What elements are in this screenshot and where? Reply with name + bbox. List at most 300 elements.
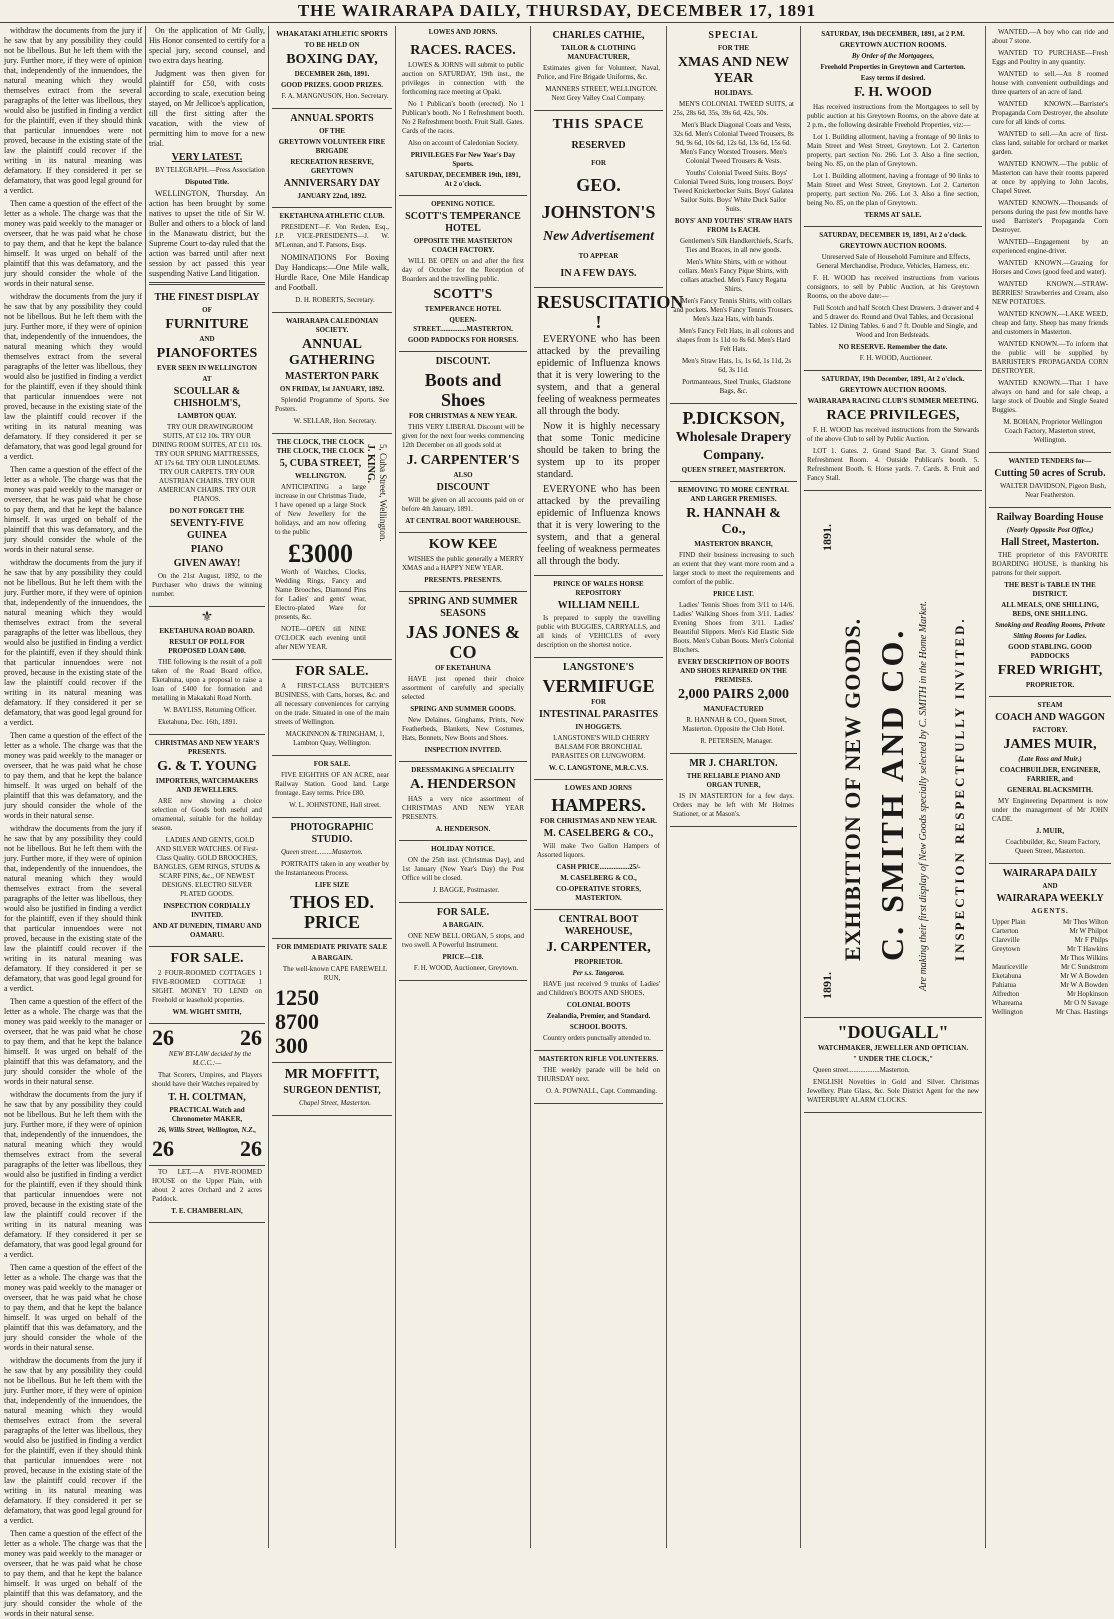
- ad-text: Lot 1. Building allotment, having a frontage of 90 links to Main Street and West Street, Greytown. Lot 2. Carterton property, part section No. 266. Lot 3. Also a fine section, being No. 85, on the plan of Greytown.: [807, 133, 979, 168]
- ad-text: IN A FEW DAYS.: [560, 267, 637, 279]
- ad-text: LADIES AND GENTS, GOLD AND SILVER WATCHES. Of First-Class Quality. GOLD BROOCHES, BANGLES, GEM RINGS, STUDS & SCARF PINS, &c., OF NEWEST DESIGNS. ELECTRO SILVER PLATED GOODS.: [153, 836, 261, 898]
- ad-text: EVER SEEN IN WELLINGTON: [157, 364, 257, 372]
- ad-heading: MR J. CHARLTON.: [689, 758, 778, 769]
- ad-text: MANNERS STREET, WELLINGTON. Next Grey Valley Coal Company.: [545, 85, 658, 102]
- whakataki-sports-ad: [272, 26, 392, 109]
- wanted-notice: WANTED KNOWN.—Barrister's Propaganda Corn Destroyer, the absolute cure for all kinds of corns.: [992, 100, 1108, 126]
- ad-heading: SEVENTY-FIVE GUINEA: [170, 518, 244, 541]
- ad-heading: FOR SALE.: [436, 907, 490, 918]
- dickson-ad: [670, 404, 797, 482]
- central-boot-ad: [534, 910, 663, 1051]
- column-2: [149, 26, 265, 1548]
- ad-heading: CENTRAL BOOT WAREHOUSE,: [558, 914, 639, 937]
- ad-heading: SPRING AND SUMMER SEASONS: [408, 596, 518, 619]
- ad-heading: Company.: [702, 448, 765, 463]
- column-rule: [666, 26, 667, 1548]
- ad-heading: XMAS AND NEW YEAR: [677, 55, 790, 86]
- ad-heading: THIS SPACE: [552, 116, 645, 132]
- ad-text: THE BEST is TABLE IN THE DISTRICT.: [1004, 581, 1096, 598]
- agent-place: Wellington: [992, 1008, 1023, 1016]
- agent-row: [992, 981, 1108, 990]
- ad-vertical-text: 1891.: [820, 524, 834, 551]
- ad-text: FOR CHRISTMAS & NEW YEAR.: [409, 412, 517, 420]
- ad-heading: P.DICKSON,: [682, 408, 785, 428]
- ad-text: A BARGAIN.: [311, 954, 353, 962]
- ad-heading: Hall Street, Masterton.: [1000, 537, 1100, 548]
- ad-text: Sitting Rooms for Ladies.: [1013, 632, 1087, 640]
- ad-text: TAILOR & CLOTHING MANUFACTURER,: [561, 44, 636, 61]
- ad-text: Zealandia, Premier, and Standard.: [546, 1012, 651, 1020]
- ad-heading: A. HENDERSON: [410, 777, 516, 792]
- ad-text: AT CENTRAL BOOT WAREHOUSE.: [405, 517, 521, 525]
- ad-text: FOR CHRISTMAS AND NEW YEAR.: [540, 817, 657, 825]
- agent-row: [992, 954, 1108, 963]
- ad-heading: 2,000 PAIRS 2,000: [678, 687, 789, 702]
- caledonian-ad: [272, 313, 392, 434]
- ad-number: 300: [275, 1033, 308, 1058]
- agent-place: Eketahuna: [992, 972, 1022, 980]
- ad-heading: HOLIDAY NOTICE.: [431, 845, 495, 853]
- ad-text: RESERVED: [571, 139, 626, 151]
- ad-text: MASTERTON BRANCH,: [694, 540, 773, 548]
- ad-heading: WHAKATAKI ATHLETIC SPORTS: [276, 30, 388, 38]
- ad-heading: GENERAL BLACKSMITH.: [1007, 786, 1093, 794]
- ad-text: INSPECTION INVITED.: [424, 746, 502, 754]
- ad-text: OF THE: [319, 127, 345, 135]
- ad-vertical-heading: C. SMITH AND CO.: [874, 627, 910, 961]
- ad-text: F. H. WOOD has received instructions from various consignors, to sell by Public Auction, at his Greytown Rooms, on the above date:—: [807, 274, 979, 300]
- ad-number: 8700: [275, 1009, 319, 1034]
- ad-heading: Railway Boarding House: [996, 512, 1104, 523]
- ad-heading: ANNIVERSARY DAY: [283, 178, 381, 189]
- ad-heading: GREYTOWN AUCTION ROOMS.: [839, 41, 947, 49]
- races-ad: [399, 39, 527, 196]
- article-heading: Disputed Title.: [184, 178, 230, 186]
- ad-text: Will make Two Gallon Hampers of Assorted liquors.: [537, 842, 660, 859]
- ad-heading: PHOTOGRAPHIC STUDIO.: [290, 822, 374, 845]
- ad-text: WELLINGTON.: [294, 472, 347, 480]
- ad-text: On the 21st August, 1892, to the Purchaser who draws the winning number.: [152, 572, 262, 598]
- ad-text: That Scorers, Umpires, and Players should have their Watches repaired by: [152, 1071, 262, 1088]
- ad-text: WATCHMAKER, JEWELLER AND OPTICIAN.: [817, 1044, 969, 1052]
- dentist-ad: [272, 1063, 392, 1116]
- agent-place: Alfredton: [992, 990, 1020, 998]
- ad-text: QUEEN STREET, MASTERTON.: [681, 466, 786, 474]
- ad-text: New Delaines, Ginghams, Prints, New Featherbeds, Blankets, New Costumes, Hats, Bonnets, New Boots and Shoes.: [402, 716, 524, 742]
- ad-heading: WILLIAM NEILL: [557, 600, 640, 611]
- article-paragraph: withdraw the documents from the jury if he saw that by any possibility they could not be libellous. But he left them with the jury. Further more, if they were of opinion that, independently of the innuendoes, the natural meaning which they would themselves extract from the several paragraphs of the letter was libellous, they would also be justified in finding a verdict for the plaintiff, even if they should think that particular innuendoes were not proved, because in the existing state of the law the plaintiff could recover if the writing in its natural meaning was defamatory. If they considered it per se defamatory, that was good legal ground for a verdict.: [4, 1356, 142, 1525]
- agents-list: [989, 864, 1111, 1021]
- ad-heading: LOWES AND JORNS.: [428, 28, 498, 36]
- ad-signature: W. SELLAR, Hon. Secretary.: [293, 417, 377, 425]
- ad-text: AND AT DUNEDIN, TIMARU AND OAMARU.: [152, 922, 262, 939]
- ad-text: ARE now showing a choice selection of Goods both useful and ornamental, suitable for the holiday season.: [152, 797, 262, 832]
- ad-heading: ANNUAL GATHERING: [288, 337, 376, 368]
- notice-subheading: RESULT OF POLL FOR PROPOSED LOAN £400.: [168, 638, 246, 655]
- ad-text: AND: [199, 335, 215, 343]
- ad-text: Coachbuilder, &c, Steam Factory, Queen Street, Masterton.: [1005, 838, 1101, 855]
- ad-heading: SCOULLAR & CHISHOLM'S,: [173, 386, 241, 409]
- ad-text: By Order of the Mortgagees,: [851, 52, 935, 60]
- henderson-ad: [399, 762, 527, 841]
- ad-heading: T. H. COLTMAN,: [168, 1092, 246, 1103]
- agent-name: Mr F Philps: [1074, 936, 1108, 944]
- ad-heading: 5, CUBA STREET,: [279, 458, 362, 469]
- holiday-notice: [399, 841, 527, 903]
- column-rule: [985, 26, 986, 1548]
- wanted-notice: WANTED KNOWN.—LAKE WEED, cheap and fatty. Sheep has many friends and customers in Masterton.: [992, 310, 1108, 336]
- ad-text: LIFE SIZE: [314, 881, 350, 889]
- ad-vertical-text: J. KING.: [365, 444, 376, 484]
- race-privileges-ad: [804, 371, 982, 491]
- ad-text: 2 FOUR-ROOMED COTTAGES 1 FIVE-ROOMED COTTAGE 1 SIGHT. MONEY TO LEND on Freehold or leasehold properties.: [152, 969, 262, 1004]
- ad-signature: R. PETERSEN, Manager.: [700, 737, 773, 745]
- ad-text: Worth of Watches, Clocks, Wedding Rings, Fancy and Name Brooches, Diamond Pins for Ladies' and gents' wear, Electro-plated Ware for presents, &c.: [275, 568, 366, 621]
- article-paragraph: withdraw the documents from the jury if he saw that by any possibility they could not be libellous. But he left them with the jury. Further more, if they were of opinion that, independently of the innuendoes, the natural meaning which they would themselves extract from the several paragraphs of the letter was libellous, they would also be justified in finding a verdict for the plaintiff, even if they should think that particular innuendoes were not proved, because in the existing state of the law the plaintiff could recover if the writing in its natural meaning was defamatory. If they considered it per se defamatory, that was good legal ground for a verdict.: [4, 1090, 142, 1259]
- ad-text: SATURDAY, 19th December, 1891, At 2 o'clock.: [821, 375, 965, 383]
- ad-vertical-text: 1891.: [820, 972, 834, 999]
- ad-heading: G. & T. YOUNG: [157, 759, 257, 774]
- ad-signature: J. MUIR,: [1035, 827, 1065, 835]
- ad-signature: D. H. ROBERTS, Secretary.: [295, 296, 375, 304]
- ad-text: ON the 25th inst. (Christmas Day), and 1st January (New Year's Day) the Post Office will be closed.: [402, 856, 524, 882]
- ad-text: ALL MEALS, ONE SHILLING, BEDS, ONE SHILLING.: [1001, 601, 1099, 618]
- ad-amount: £3000: [288, 539, 353, 568]
- wanted-notice: WANTED KNOWN.—The public of Masterton can have their rooms papered at once by applying to John Jacobs, Chapel Street.: [992, 160, 1108, 195]
- ad-heading: KOW KEE: [428, 537, 498, 552]
- ad-heading: FOR SALE.: [170, 951, 244, 966]
- cathie-tailor-ad: [534, 26, 663, 111]
- fire-brigade-sports-ad: [272, 109, 392, 208]
- ad-text: OPPOSITE THE MASTERTON COACH FACTORY.: [413, 237, 513, 254]
- ad-text: NOMINATIONS For Boxing Day Handicaps:—One Mile walk, Hurdle Race, One Mile Handicap and Football.: [275, 253, 389, 292]
- for-sale-notice: [149, 947, 265, 1024]
- ad-heading: MR MOFFITT,: [284, 1067, 380, 1082]
- ad-signature: M. CASELBERG & CO.,: [560, 874, 637, 882]
- agent-name: Mr Hopkinson: [1066, 990, 1108, 998]
- ad-text: PORTRAITS taken in any weather by the Instantaneous Process.: [275, 860, 389, 877]
- ad-heading: GIVEN AWAY!: [173, 558, 241, 569]
- photo-studio-ad: [272, 818, 392, 939]
- ad-heading: AGENTS.: [1031, 907, 1069, 915]
- hampers-ad: [534, 780, 663, 910]
- ad-text: ON FRIDAY, 1st JANUARY, 1892.: [279, 385, 385, 393]
- rifle-volunteers-notice: [534, 1051, 663, 1104]
- ad-signature: R. HANNAH & CO., Queen Street, Masterton. Opposite the Club Hotel.: [682, 716, 787, 733]
- ad-text: Splendid Programme of Sports. See Posters.: [275, 396, 389, 413]
- agent-place: Pahiatua: [992, 981, 1017, 989]
- ad-heading: M. CASELBERG & CO.,: [543, 828, 654, 839]
- ad-text: ONE NEW BELL ORGAN, 5 stops, and two swell. A Powerful Instrument.: [402, 932, 524, 949]
- agent-name: Mr Thos Wilkins: [1060, 954, 1108, 962]
- ad-text: (Nearly Opposite Post Office,): [1006, 526, 1094, 534]
- ad-text: Men's Black Diagonal Coats and Vests, 32s 6d. Men's Colonial Tweed Trousers, 8s 9d, 9s 6d, 10s 6d, 12s 6d, 13s 6d, 15s 6d. Men's Fancy Worsted Trousers. Men's Colonial Tweed Trousers & Vests.: [673, 121, 794, 165]
- ad-heading: SCOTT'S: [433, 287, 493, 302]
- column-4: [399, 26, 527, 1548]
- ad-text: OF EKETAHUNA: [435, 664, 491, 672]
- resuscitation-ad: [534, 288, 684, 576]
- ad-heading: BOXING DAY,: [286, 52, 378, 67]
- ad-text: Men's Fancy Felt Hats, in all colours and shapes from 1s 11d to 8s 6d. Men's Hard Felt Hats.: [676, 327, 794, 353]
- ad-text: No 1 Publican's booth (erected). No 1 Publican's booth. No 1 Refreshment booth. No 2 Refreshment booth. Fruit Stall. Gates. Cards of the races.: [402, 100, 524, 135]
- ad-text: BOYS' AND YOUTHS' STRAW HATS FROM 1s EACH.: [674, 217, 793, 234]
- article-paragraph: WELLINGTON, Thursday. An action has been brought by some natives to upset the title of Sir W. Buller and others to a block of land in the Manawatu district, but the Supreme Court to-day ruled that the action was barred until after next session by act passed this year suspending Native Land litigation.: [149, 189, 265, 278]
- jas-jones-ad: [399, 592, 527, 762]
- agent-place: Carterton: [992, 927, 1019, 935]
- ad-text: EVERYONE who has been attacked by the prevailing epidemic of Influenza knows that it is very lowering to the system, and that a general feeling of weakness permeates all through the body.: [537, 334, 660, 417]
- c-smith-exhibition-ad: [804, 491, 982, 1018]
- ad-text: The well-known CAPE FAREWELL RUN,: [282, 965, 388, 982]
- ad-signature: J. BAGGE, Postmaster.: [433, 886, 499, 894]
- ad-heading: CHARLES CATHIE,: [552, 30, 645, 41]
- ad-heading: Wholesale Drapery: [675, 430, 792, 445]
- ad-heading: LANGSTONE'S: [563, 662, 634, 673]
- column-6: [670, 26, 797, 1548]
- ad-heading: GREYTOWN AUCTION ROOMS.: [839, 386, 947, 394]
- article-paragraph: withdraw the documents from the jury if he saw that by any possibility they could not be libellous. But he left them with the jury. Further more, if they were of opinion that, independently of the innuendoes, the natural meaning which they would themselves extract from the several paragraphs of the letter was libellous, they would also be justified in finding a verdict for the plaintiff, even if they should think that particular innuendoes were not proved, because in the existing state of the law the plaintiff could recover if the writing in its natural meaning was defamatory. If they considered it per se defamatory, that was good legal ground for a verdict.: [4, 824, 142, 993]
- ad-text: Queen street.........Masterton.: [281, 848, 363, 856]
- ad-text: THE RELIABLE PIANO AND ORGAN TUNER,: [686, 772, 781, 789]
- ad-text: THE proprietor of this FAVORITE BOARDING HOUSE, is thanking his patrons for their support.: [992, 551, 1108, 577]
- ad-heading: FOR IMMEDIATE PRIVATE SALE: [276, 943, 388, 951]
- ad-heading: FRED WRIGHT,: [997, 663, 1103, 678]
- charlton-ad: [670, 754, 797, 827]
- ad-heading: GREYTOWN VOLUNTEER FIRE BRIGADE: [278, 138, 386, 155]
- ad-signature: W. C. LANGSTONE, M.R.C.V.S.: [548, 764, 649, 772]
- wanted-notice: WANTED TO PURCHASE—Fresh Eggs and Poultry in any quantity.: [992, 49, 1108, 66]
- ad-text: Unreserved Sale of Household Furniture and Effects, General Merchandise, Produce, Vehicles, Harness, etc.: [816, 253, 971, 270]
- ad-text: Will be given on all accounts paid on or before 4th January, 1891.: [402, 496, 524, 513]
- notice-date: Eketahuna, Dec. 16th, 1891.: [158, 718, 238, 726]
- agent-place: Mauriceville: [992, 963, 1028, 971]
- ad-text: LOT 1. Gates. 2. Grand Stand Bar. 3. Grand Stand Refreshment Room. 4. Outside Publican's booth. 5. Refreshment Booth. 6. Horse yards. 7. Cards. 8. Fruit and Fancy Stall.: [807, 447, 979, 482]
- ad-text: WISHES the public generally a MERRY XMAS and a HAPPY NEW YEAR.: [402, 555, 524, 572]
- column-rule: [800, 26, 801, 1548]
- ad-text: TO LET.—A FIVE-ROOMED HOUSE on the Upper Plain, with about 2 acres Orchard and 2 acres Paddock.: [152, 1168, 262, 1203]
- ad-signature: F. A. MANGNUSON, Hon. Secretary.: [281, 92, 389, 100]
- ad-heading: SPECIAL: [708, 30, 759, 41]
- ad-text: EVERYONE who has been attacked by the prevailing epidemic of Influenza knows that it is very lowering to the system, and that a general feeling of weakness permeates all through the body.: [537, 484, 660, 567]
- agent-name: Mr C Sundstrom: [1060, 963, 1108, 971]
- agent-name: Mr W A Bowden: [1060, 981, 1108, 989]
- ad-text: GOOD PADDOCKS FOR HORSES.: [407, 336, 519, 344]
- ad-heading: "DOUGALL": [837, 1022, 949, 1042]
- ad-text: (Late Ross and Muir.): [1018, 755, 1082, 763]
- ad-vertical-text: 5, Cuba Street, Wellington.: [378, 444, 388, 542]
- special-holidays-ad: [670, 26, 797, 404]
- ad-heading: Cutting 50 acres of Scrub.: [994, 468, 1106, 479]
- coltman-advertisement: [149, 1024, 265, 1166]
- ad-text: OF: [202, 306, 212, 314]
- wanted-notice: WANTED KNOWN.—To inform that the public will be supplied by BARRISTER'S PROPAGANDA CORN DESTROYER.: [992, 340, 1108, 375]
- ad-text: Country orders punctually attended to.: [543, 1034, 651, 1042]
- ad-text: Estimates given for Volunteer, Naval, Police, and Fire Brigade Uniforms, &c.: [537, 64, 660, 81]
- railway-boarding-house-ad: [989, 508, 1111, 697]
- ad-text: COACHBUILDER, ENGINEER, FARRIER, and: [999, 766, 1101, 783]
- article-paragraph: withdraw the documents from the jury if he saw that by any possibility they could not be libellous. But he left them with the jury. Further more, if they were of opinion that, independently of the innuendoes, the natural meaning which they would themselves extract from the several paragraphs of the letter was libellous, they would also be justified in finding a verdict for the plaintiff, even if they should think that particular innuendoes were not proved, because in the existing state of the law the plaintiff could recover if the writing in its natural meaning was defamatory. If they considered it per se defamatory, that was good legal ground for a verdict.: [4, 558, 142, 727]
- ad-text: MANUFACTURED: [703, 705, 764, 713]
- ad-text: LOWES AND JORNS: [565, 784, 632, 792]
- ad-heading: INTESTINAL PARASITES: [538, 709, 659, 720]
- ad-text: Men's Fancy Tennis Shirts, with collars and pockets. Men's Fancy Tennis Trousers. Men's Jaza Hats, with bands.: [673, 297, 794, 323]
- ad-text: PRIVILEGES For New Year's Day Sports.: [410, 151, 516, 168]
- ad-text: PROPRIETOR.: [1025, 681, 1075, 689]
- ad-signature: M. BOHAN, Proprietor Wellington Coach Factory, Masterton street, Wellington.: [1003, 418, 1103, 444]
- ad-signature: WALTER DAVIDSON, Pigeon Bush, Near Featherston.: [1000, 482, 1106, 499]
- ad-text: 26, Willis Street, Wellington, N.Z.,: [157, 1126, 257, 1134]
- ad-text: IN HOGGETS.: [575, 723, 622, 731]
- ad-text: COLONIAL BOOTS: [566, 1001, 631, 1009]
- ad-text: New Advertisement: [542, 228, 655, 244]
- ad-heading: GREYTOWN AUCTION ROOMS.: [839, 242, 947, 250]
- ad-heading: DISCOUNT: [436, 482, 490, 493]
- ad-heading: WANTED TENDERS for—: [1008, 457, 1092, 465]
- agent-row: [992, 972, 1108, 981]
- ad-text: DO NOT FORGET THE: [169, 507, 245, 515]
- agent-place: Greytown: [992, 945, 1020, 953]
- ad-text: FOR: [591, 698, 606, 706]
- ad-heading: PRINCE OF WALES HORSE REPOSITORY: [553, 580, 644, 597]
- wanted-notice: WANTED—Engagement by an experienced engine-driver.: [992, 238, 1108, 255]
- ad-heading: SURGEON DENTIST,: [283, 1085, 381, 1096]
- ad-signature: F. H. WOOD, Auctioneer.: [859, 354, 933, 362]
- tenders-ad: [989, 453, 1111, 508]
- ad-text: Per s.s. Tangaroa.: [572, 969, 625, 977]
- ad-heading: R. HANNAH & Co.,: [686, 506, 781, 537]
- notice-text: THE following is the result of a poll taken of the Road Board office, Eketahuna, upon a proposal to raise a loan of £400 for formation and metalling in Makakahi Road North.: [152, 658, 262, 702]
- ad-text: Is prepared to supply the travelling public with BUGGIES, CARRYALLS, and all kinds of VEHICLES of every description on the shortest notice.: [537, 614, 660, 649]
- ad-heading: J. CARPENTER,: [546, 940, 651, 955]
- land-sale-ad: [272, 756, 392, 818]
- young-advertisement: [149, 735, 265, 947]
- johnston-space-ad: [534, 111, 663, 288]
- ad-text: ENGLISH Novelties in Gold and Silver. Christmas Jewellery. Plate Glass, &c. Sole District Agent for the new WATERBURY ALARM CLOCKS.: [807, 1078, 979, 1104]
- ad-text: Now it is highly necessary that some Tonic medicine should be taken to bring the system up to its proper standard.: [537, 421, 660, 480]
- column-rule: [530, 26, 531, 1548]
- ad-text: IMPORTERS, WATCHMAKERS AND JEWELLERS.: [155, 777, 259, 794]
- ad-text: LAMBTON QUAY.: [177, 412, 237, 420]
- ad-signature: A. HENDERSON.: [435, 825, 491, 833]
- article-paragraph: On the application of Mr Gully, His Honor consented to certify for a special jury, second counsel, and two extra days hearing.: [149, 26, 265, 65]
- ad-text: AT: [202, 375, 212, 383]
- ad-heading: MASTERTON PARK: [284, 371, 379, 382]
- ad-text: LOWES & JORNS will submit to public auction on SATURDAY, 19th inst., the privileges in connection with the forthcoming race meeting at Opaki.: [402, 61, 524, 96]
- agent-row: [992, 945, 1108, 954]
- ad-text: THIS VERY LIBERAL Discount will be given for the next four weeks commencing 12th December on all goods sold at: [402, 423, 524, 449]
- agent-row: [992, 999, 1108, 1008]
- ad-heading: F. H. WOOD: [854, 85, 932, 100]
- athletic-club-ad: [272, 208, 392, 313]
- agent-row: [992, 936, 1108, 945]
- ad-heading: JOHNSTON'S: [541, 201, 656, 222]
- ad-text: SATURDAY, DECEMBER 19th, 1891, At 2 o'clock.: [405, 171, 521, 188]
- langstone-ad: [534, 658, 663, 780]
- column-5: [534, 26, 684, 1548]
- ad-text: PROPRIETOR.: [574, 958, 623, 966]
- ad-text: NEW BY-LAW decided by the M.C.C.:—: [168, 1050, 252, 1067]
- ad-text: Smoking and Reading Rooms, Private: [995, 621, 1105, 629]
- ad-vertical-heading: INSPECTION RESPECTFULLY INVITED.: [952, 616, 967, 961]
- ad-heading: WAIRARAPA CALEDONIAN SOCIETY.: [285, 317, 379, 334]
- ad-text: HAVE just opened their choice assortment of carefully and specially selected: [402, 675, 524, 701]
- ad-signature: F. H. WOOD, Auctioneer, Greytown.: [413, 964, 519, 972]
- ad-text: LANGSTONE'S WILD CHERRY BALSAM FOR BRONCHIAL PARASITES OR LUNGWORM.: [551, 734, 650, 760]
- ad-heading: Freehold Properties in Greytown and Carterton.: [820, 63, 966, 71]
- ad-text: CO-OPERATIVE STORES, MASTERTON.: [556, 885, 641, 902]
- section-heading: VERY LATEST.: [171, 152, 243, 163]
- ad-heading: THE CLOCK, THE CLOCK THE CLOCK, THE CLOCK: [276, 438, 365, 455]
- ad-text: TRY OUR DRAWINGROOM SUITS, AT £12 10s. TRY OUR DINING ROOM SUITES, AT £11 10s. TRY OUR SPRING MATTRESSES, AT 17s 6d. TRY OUR LINOLEUMS. TRY OUR CARPETS. TRY OUR AUSTRIAN CHAIRS. TRY OUR AMERICAN CHAIRS. TRY OUR PIANOS.: [152, 423, 262, 503]
- article-paragraph: Then came a question of the effect of the letter as a whole. The charge was that the money was paid weekly to the manager or overseer, that he was paid what he chose to pay them, and that he kept the balance himself. It was urged on behalf of the plaintiff that this was defamatory, and the jury should consider the whole of the words in their natural sense.: [4, 731, 142, 820]
- dougall-ad: [804, 1018, 982, 1113]
- article-paragraph: Then came a question of the effect of the letter as a whole. The charge was that the money was paid weekly to the manager or overseer, that he was paid what he chose to pay them, and that he kept the balance himself. It was urged on behalf of the plaintiff that this was defamatory, and the jury should consider the whole of the words in their natural sense.: [4, 997, 142, 1086]
- ad-text: SPRING AND SUMMER GOODS.: [410, 705, 516, 713]
- ad-text: RECREATION RESERVE, GREYTOWN: [290, 158, 374, 175]
- ad-text: Youths' Colonial Tweed Suits. Boys' Colonial Tweed Suits, long trousers. Boys' Tweed Knickerbocker Suits. Boys' Galatea Sailor Suits. Boys' White Duck Sailor Suits.: [673, 169, 794, 213]
- agent-name: Mr W Philpot: [1069, 927, 1108, 935]
- agent-row: [992, 927, 1108, 936]
- king-jeweller-ad: [272, 434, 392, 660]
- ad-text: PRICE LIST.: [713, 590, 754, 598]
- wanted-notice: WANTED KNOWN.—That I have always on hand and for sale cheap, a large stock of Double and Single Seated Buggies.: [992, 379, 1108, 414]
- road-board-notice: [149, 607, 265, 735]
- ad-text: AND: [1042, 882, 1058, 890]
- ad-heading: REMOVING TO MORE CENTRAL AND LARGER PREMISES.: [677, 486, 790, 503]
- butcher-sale-ad: [272, 660, 392, 756]
- ad-text: ANTICIPATING a large increase in our Christmas Trade, I have opened up a large Stock of New Jewellery for the holidays, and am now offering to the public: [275, 483, 366, 536]
- ad-heading: J. CARPENTER'S: [406, 453, 520, 468]
- ad-heading: FOR SALE.: [295, 664, 369, 679]
- ad-heading: JAMES MUIR,: [1003, 737, 1097, 752]
- ad-text: FACTORY.: [1032, 726, 1068, 734]
- ad-heading: HAMPERS.: [551, 795, 646, 815]
- scoullar-advertisement: [149, 288, 265, 607]
- byline: BY TELEGRAPH.—Press Association: [155, 166, 265, 174]
- ad-text: Easy terms if desired.: [860, 74, 926, 82]
- agent-row: [992, 990, 1108, 999]
- wanted-notice: WANTED KNOWN.—STRAW-BERRIES! Strawberries and Cream, also NEW POTATOES.: [992, 280, 1108, 306]
- column-1: [4, 26, 142, 1618]
- ad-text: GOOD STABLING. GOOD PADDOCKS: [1008, 643, 1092, 660]
- to-let-notice: [149, 1166, 265, 1223]
- ad-text: Men's Straw Hats, 1s, 1s 6d, 1s 11d, 2s 6d, 3s 11d.: [681, 357, 792, 374]
- ad-text: Has received instructions from the Mortgagees to sell by public auction at his Greytown Rooms, on the above date at 2 p.m., the following desirable Freehold Properties, viz:—: [807, 103, 979, 129]
- crest-icon: ⚜: [200, 609, 214, 625]
- ad-heading: THE FINEST DISPLAY: [154, 292, 260, 303]
- agent-row: [992, 1008, 1108, 1017]
- ad-heading: WAIRARAPA RACING CLUB'S SUMMER MEETING.: [807, 397, 979, 405]
- ad-text: ALSO: [453, 471, 473, 479]
- ad-heading: COACH AND WAGGON: [995, 712, 1105, 723]
- ad-heading: RESUSCITATION !: [537, 292, 684, 332]
- ad-text: SATURDAY, DECEMBER 19, 1891, At 2 o'clock.: [819, 231, 967, 239]
- ad-signature: WM. WIGHT SMITH,: [172, 1008, 242, 1016]
- ad-text: WILL BE OPEN on and after the first day of October for the Reception of Boarders and the travelling public.: [402, 257, 524, 283]
- ad-heading: FOR SALE.: [313, 760, 351, 768]
- column-rule: [268, 26, 269, 1548]
- ad-heading: WAIRARAPA WEEKLY: [996, 893, 1104, 904]
- ad-text: NO RESERVE. Remember the date.: [838, 343, 948, 351]
- ad-heading: JAS JONES & CO: [405, 622, 521, 662]
- ad-vertical-text: Are making their first display of New Goods specially selected by C. SMITH in the Home Market.: [918, 600, 929, 991]
- ad-heading: PIANOFORTES: [156, 346, 258, 361]
- ad-text: NOTE—OPEN till NINE O'CLOCK each evening until after NEW YEAR.: [275, 625, 366, 651]
- ad-text: EVERY DESCRIPTION OF BOOTS AND SHOES REPAIRED ON THE PREMISES.: [677, 658, 790, 684]
- wanted-notice: WANTED KNOWN.—Thousands of persons during the past few months have used Barrister's Propaganda Corn Destroyer.: [992, 199, 1108, 234]
- ad-text: QUEEN-STREET...............MASTERTON.: [413, 316, 513, 333]
- scotts-hotel-ad: [399, 196, 527, 352]
- wanted-notice: WANTED.—A boy who can ride and about 7 stone.: [992, 28, 1108, 45]
